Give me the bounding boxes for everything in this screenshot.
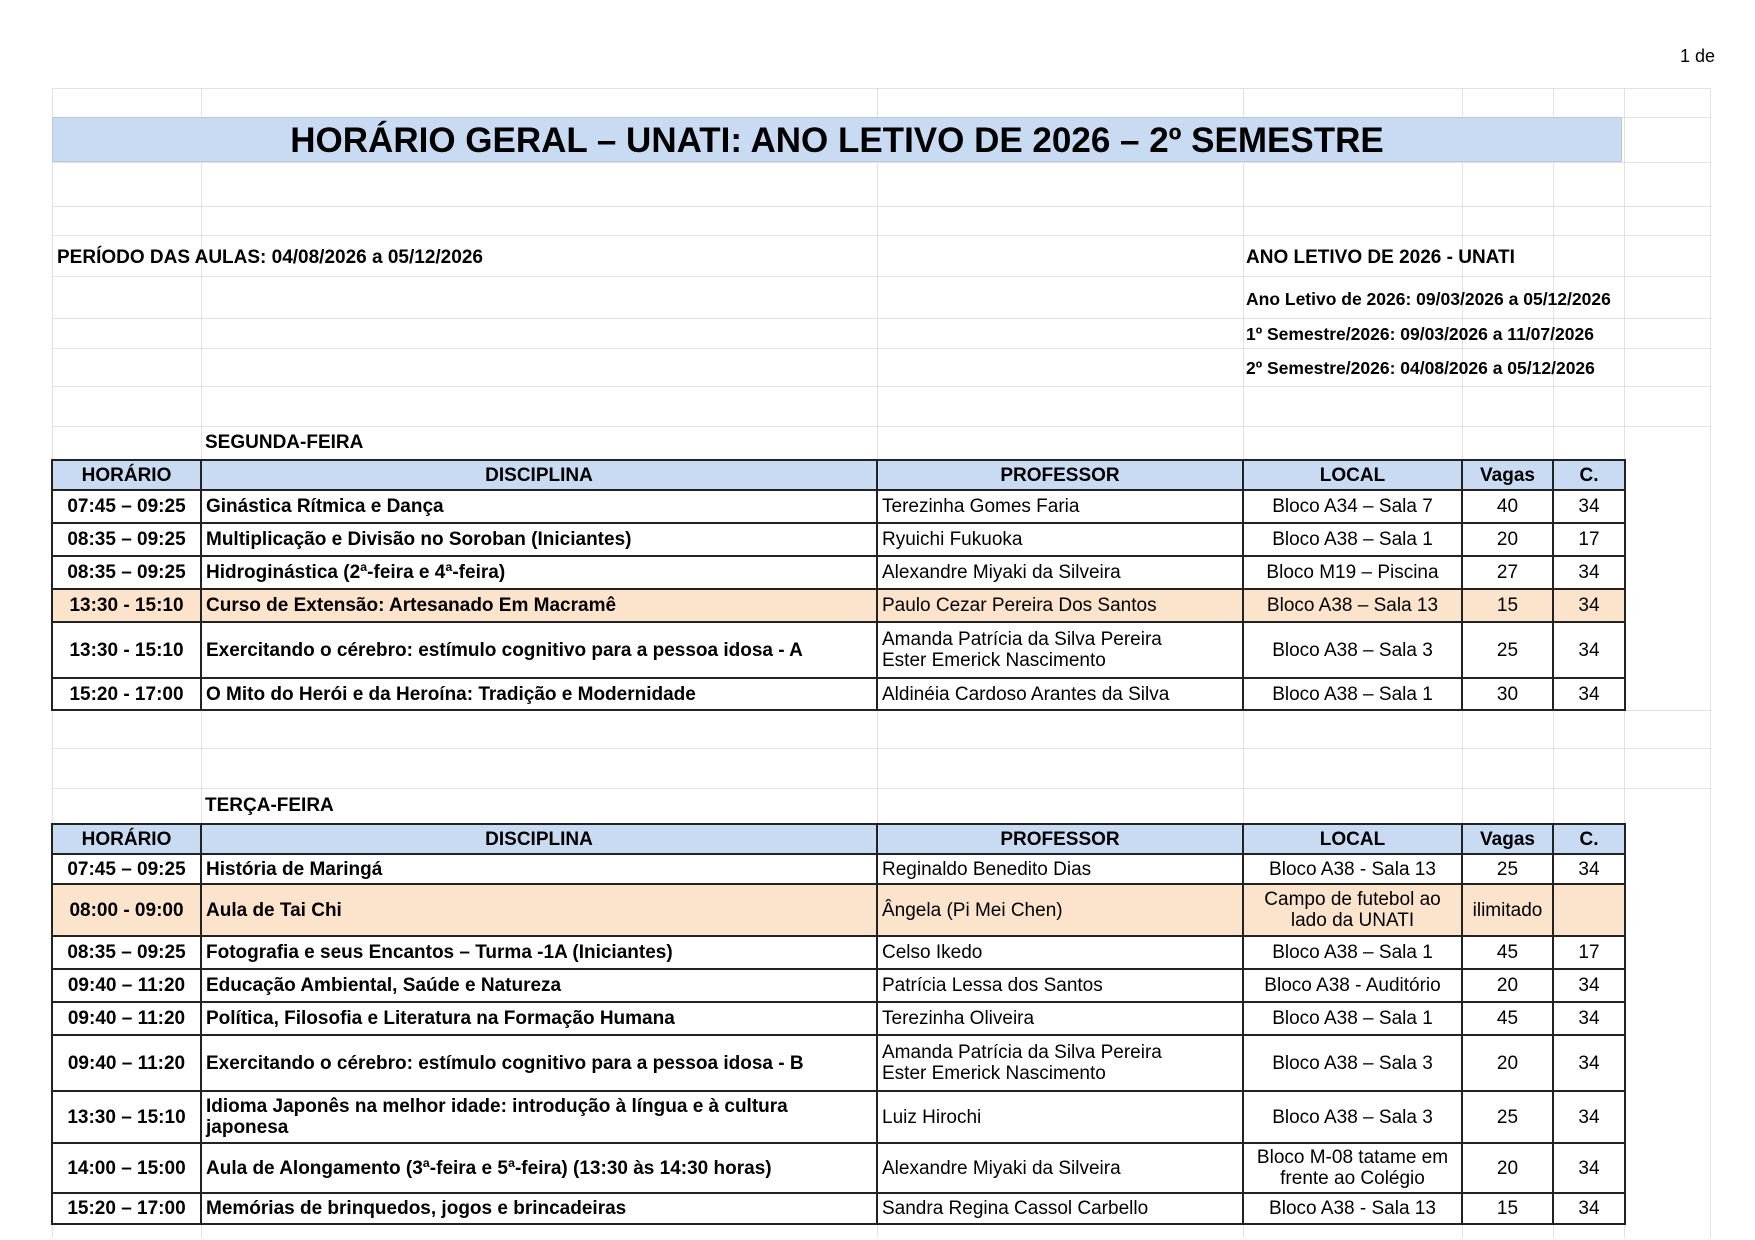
cell-horario: 08:35 – 09:25 bbox=[52, 936, 201, 969]
cell-c: 34 bbox=[1553, 1143, 1625, 1193]
cell-professor bbox=[877, 1035, 1243, 1091]
cell-professor: Ângela (Pi Mei Chen) bbox=[877, 884, 1243, 936]
cell-local: Bloco A38 – Sala 1 bbox=[1243, 523, 1462, 556]
cell-vagas: 15 bbox=[1462, 589, 1553, 622]
col-header-local: LOCAL bbox=[1243, 824, 1462, 854]
professor-name-2: Ester Emerick Nascimento bbox=[882, 1063, 1106, 1084]
cell-horario: 09:40 – 11:20 bbox=[52, 1035, 201, 1091]
cell-professor: Sandra Regina Cassol Carbello bbox=[877, 1193, 1243, 1224]
cell-disciplina: Exercitando o cérebro: estímulo cognitivo para a pessoa idosa - A bbox=[201, 622, 877, 678]
table-header-row bbox=[52, 460, 1625, 490]
cell-vagas: 25 bbox=[1462, 854, 1553, 884]
semestre-2-line: 2º Semestre/2026: 04/08/2026 a 05/12/2026 bbox=[1246, 358, 1595, 378]
cell-c: 34 bbox=[1553, 589, 1625, 622]
schedule-table-segunda bbox=[51, 459, 1626, 711]
cell-c: 17 bbox=[1553, 523, 1625, 556]
table-row bbox=[52, 678, 1625, 710]
cell-local: Bloco A38 – Sala 1 bbox=[1243, 936, 1462, 969]
cell-horario: 07:45 – 09:25 bbox=[52, 490, 201, 523]
cell-horario: 09:40 – 11:20 bbox=[52, 1002, 201, 1035]
cell-vagas: 25 bbox=[1462, 622, 1553, 678]
cell-professor: Terezinha Oliveira bbox=[877, 1002, 1243, 1035]
cell-disciplina: Aula de Tai Chi bbox=[201, 884, 877, 936]
page-number: 1 de bbox=[1679, 46, 1715, 66]
cell-horario: 13:30 - 15:10 bbox=[52, 589, 201, 622]
schedule-table-terca bbox=[51, 823, 1626, 1225]
cell-local: Bloco A38 – Sala 3 bbox=[1243, 1035, 1462, 1091]
col-header-vagas: Vagas bbox=[1462, 824, 1553, 854]
ano-letivo-heading: ANO LETIVO DE 2026 - UNATI bbox=[1246, 247, 1515, 268]
cell-local: Bloco A38 - Sala 13 bbox=[1243, 854, 1462, 884]
cell-local: Bloco A38 – Sala 1 bbox=[1243, 1002, 1462, 1035]
cell-vagas: ilimitado bbox=[1462, 884, 1553, 936]
cell-professor: Paulo Cezar Pereira Dos Santos bbox=[877, 589, 1243, 622]
cell-vagas: 45 bbox=[1462, 936, 1553, 969]
cell-horario: 08:35 – 09:25 bbox=[52, 523, 201, 556]
table-row bbox=[52, 556, 1625, 589]
semestre-1-line: 1º Semestre/2026: 09/03/2026 a 11/07/2026 bbox=[1246, 324, 1594, 344]
cell-horario: 13:30 - 15:10 bbox=[52, 622, 201, 678]
cell-disciplina: O Mito do Herói e da Heroína: Tradição e Modernidade bbox=[201, 678, 877, 710]
cell-horario: 15:20 - 17:00 bbox=[52, 678, 201, 710]
table-row bbox=[52, 969, 1625, 1002]
table-row bbox=[52, 936, 1625, 969]
col-header-horario: HORÁRIO bbox=[52, 460, 201, 490]
table-row-highlighted bbox=[52, 589, 1625, 622]
cell-local: Bloco A38 - Sala 13 bbox=[1243, 1193, 1462, 1224]
cell-vagas: 40 bbox=[1462, 490, 1553, 523]
cell-disciplina: Política, Filosofia e Literatura na Formação Humana bbox=[201, 1002, 877, 1035]
cell-professor: Reginaldo Benedito Dias bbox=[877, 854, 1243, 884]
cell-vagas: 20 bbox=[1462, 1143, 1553, 1193]
cell-horario: 08:00 - 09:00 bbox=[52, 884, 201, 936]
cell-professor: Ryuichi Fukuoka bbox=[877, 523, 1243, 556]
page-title: HORÁRIO GERAL – UNATI: ANO LETIVO DE 2026 – 2º SEMESTRE bbox=[52, 117, 1622, 162]
table-row bbox=[52, 490, 1625, 523]
cell-vagas: 20 bbox=[1462, 969, 1553, 1002]
cell-local: Campo de futebol ao lado da UNATI bbox=[1243, 884, 1462, 936]
col-header-disciplina: DISCIPLINA bbox=[201, 460, 877, 490]
cell-vagas: 20 bbox=[1462, 1035, 1553, 1091]
cell-professor bbox=[877, 622, 1243, 678]
cell-vagas: 45 bbox=[1462, 1002, 1553, 1035]
cell-local: Bloco A38 – Sala 3 bbox=[1243, 1091, 1462, 1143]
cell-horario: 07:45 – 09:25 bbox=[52, 854, 201, 884]
col-header-horario: HORÁRIO bbox=[52, 824, 201, 854]
cell-horario: 14:00 – 15:00 bbox=[52, 1143, 201, 1193]
cell-c: 34 bbox=[1553, 1002, 1625, 1035]
cell-c: 34 bbox=[1553, 969, 1625, 1002]
cell-horario: 09:40 – 11:20 bbox=[52, 969, 201, 1002]
cell-c: 34 bbox=[1553, 490, 1625, 523]
cell-disciplina: Hidroginástica (2ª-feira e 4ª-feira) bbox=[201, 556, 877, 589]
cell-horario: 15:20 – 17:00 bbox=[52, 1193, 201, 1224]
cell-c bbox=[1553, 884, 1625, 936]
col-header-disciplina: DISCIPLINA bbox=[201, 824, 877, 854]
cell-c: 34 bbox=[1553, 1035, 1625, 1091]
cell-horario: 08:35 – 09:25 bbox=[52, 556, 201, 589]
cell-local: Bloco A38 – Sala 1 bbox=[1243, 678, 1462, 710]
cell-vagas: 30 bbox=[1462, 678, 1553, 710]
cell-local: Bloco A38 – Sala 13 bbox=[1243, 589, 1462, 622]
col-header-professor: PROFESSOR bbox=[877, 824, 1243, 854]
cell-c: 34 bbox=[1553, 854, 1625, 884]
cell-c: 17 bbox=[1553, 936, 1625, 969]
cell-disciplina: Curso de Extensão: Artesanado Em Macramê bbox=[201, 589, 877, 622]
cell-disciplina: Memórias de brinquedos, jogos e brincadeiras bbox=[201, 1193, 877, 1224]
professor-name: Amanda Patrícia da Silva Pereira bbox=[882, 1042, 1162, 1063]
table-header-row bbox=[52, 824, 1625, 854]
cell-c: 34 bbox=[1553, 678, 1625, 710]
ano-letivo-line: Ano Letivo de 2026: 09/03/2026 a 05/12/2026 bbox=[1246, 289, 1611, 309]
cell-vagas: 27 bbox=[1462, 556, 1553, 589]
cell-vagas: 25 bbox=[1462, 1091, 1553, 1143]
cell-local: Bloco A38 - Auditório bbox=[1243, 969, 1462, 1002]
col-header-c: C. bbox=[1553, 460, 1625, 490]
day-title-segunda: SEGUNDA-FEIRA bbox=[205, 432, 364, 453]
cell-horario: 13:30 – 15:10 bbox=[52, 1091, 201, 1143]
table-row-highlighted bbox=[52, 884, 1625, 936]
table-row bbox=[52, 622, 1625, 678]
cell-professor: Alexandre Miyaki da Silveira bbox=[877, 1143, 1243, 1193]
professor-name: Amanda Patrícia da Silva Pereira bbox=[882, 629, 1162, 650]
cell-local: Bloco M19 – Piscina bbox=[1243, 556, 1462, 589]
col-header-vagas: Vagas bbox=[1462, 460, 1553, 490]
cell-disciplina: Aula de Alongamento (3ª-feira e 5ª-feira) (13:30 às 14:30 horas) bbox=[201, 1143, 877, 1193]
cell-disciplina: História de Maringá bbox=[201, 854, 877, 884]
cell-c: 34 bbox=[1553, 556, 1625, 589]
cell-professor: Terezinha Gomes Faria bbox=[877, 490, 1243, 523]
col-header-local: LOCAL bbox=[1243, 460, 1462, 490]
table-row bbox=[52, 1035, 1625, 1091]
table-row bbox=[52, 1091, 1625, 1143]
table-row bbox=[52, 854, 1625, 884]
col-header-c: C. bbox=[1553, 824, 1625, 854]
cell-vagas: 15 bbox=[1462, 1193, 1553, 1224]
cell-c: 34 bbox=[1553, 622, 1625, 678]
cell-professor: Aldinéia Cardoso Arantes da Silva bbox=[877, 678, 1243, 710]
cell-professor: Luiz Hirochi bbox=[877, 1091, 1243, 1143]
table-row bbox=[52, 1143, 1625, 1193]
cell-c: 34 bbox=[1553, 1091, 1625, 1143]
cell-disciplina: Educação Ambiental, Saúde e Natureza bbox=[201, 969, 877, 1002]
cell-local: Bloco A34 – Sala 7 bbox=[1243, 490, 1462, 523]
table-row bbox=[52, 1002, 1625, 1035]
cell-local: Bloco A38 – Sala 3 bbox=[1243, 622, 1462, 678]
cell-local: Bloco M-08 tatame em frente ao Colégio bbox=[1243, 1143, 1462, 1193]
cell-professor: Celso Ikedo bbox=[877, 936, 1243, 969]
cell-disciplina: Exercitando o cérebro: estímulo cognitivo para a pessoa idosa - B bbox=[201, 1035, 877, 1091]
table-row bbox=[52, 523, 1625, 556]
cell-vagas: 20 bbox=[1462, 523, 1553, 556]
periodo-aulas: PERÍODO DAS AULAS: 04/08/2026 a 05/12/2026 bbox=[57, 247, 483, 268]
cell-disciplina: Ginástica Rítmica e Dança bbox=[201, 490, 877, 523]
col-header-professor: PROFESSOR bbox=[877, 460, 1243, 490]
cell-professor: Patrícia Lessa dos Santos bbox=[877, 969, 1243, 1002]
cell-professor: Alexandre Miyaki da Silveira bbox=[877, 556, 1243, 589]
table-row bbox=[52, 1193, 1625, 1224]
professor-name-2: Ester Emerick Nascimento bbox=[882, 650, 1106, 671]
cell-c: 34 bbox=[1553, 1193, 1625, 1224]
day-title-terca: TERÇA-FEIRA bbox=[205, 795, 334, 816]
cell-disciplina: Multiplicação e Divisão no Soroban (Iniciantes) bbox=[201, 523, 877, 556]
cell-disciplina: Fotografia e seus Encantos – Turma -1A (Iniciantes) bbox=[201, 936, 877, 969]
cell-disciplina: Idioma Japonês na melhor idade: introdução à língua e à cultura japonesa bbox=[201, 1091, 877, 1143]
